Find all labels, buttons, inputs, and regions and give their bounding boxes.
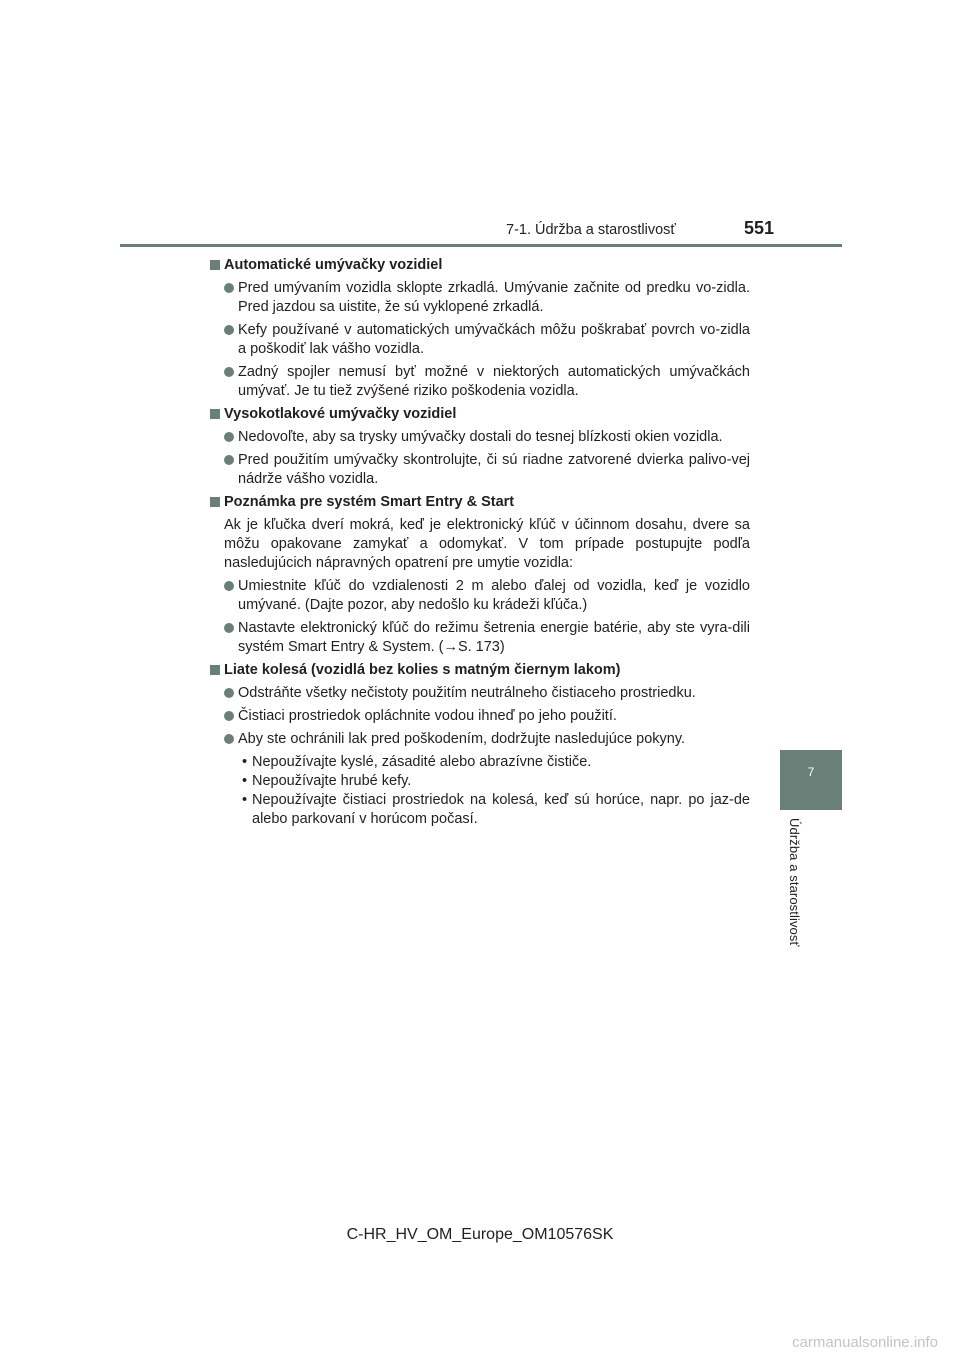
circle-bullet-icon — [224, 325, 234, 335]
list-item — [210, 321, 750, 359]
list-item-text: Čistiaci prostriedok opláchnite vodou ihneď po jeho použití. — [238, 708, 617, 724]
sub-list-item-text: Nepoužívajte hrubé kefy. — [252, 773, 412, 789]
circle-bullet-icon — [224, 711, 234, 721]
watermark: carmanualsonline.info — [792, 1334, 938, 1351]
document-id: C-HR_HV_OM_Europe_OM10576SK — [346, 1226, 614, 1243]
list-item-text: Umiestnite kľúč do vzdialenosti 2 m alebo ďalej od vozidla, keď je vozidlo umývané. (Dajte pozor, aby nedošlo ku krádeži kľúča.) — [238, 578, 750, 613]
section-title: 7-1. Údržba a starostlivosť — [506, 222, 676, 238]
page-content — [210, 256, 750, 829]
sub-list-item — [210, 772, 750, 791]
circle-bullet-icon — [224, 688, 234, 698]
circle-bullet-icon — [224, 367, 234, 377]
list-item — [210, 730, 750, 749]
list-item-text: Odstráňte všetky nečistoty použitím neutrálneho čistiaceho prostriedku. — [238, 685, 696, 701]
list-item — [210, 428, 750, 447]
list-item-text: Zadný spojler nemusí byť možné v niektorých automatických umývačkách umývať. Je tu tiež zvýšené riziko poškodenia vozidla. — [238, 364, 750, 399]
small-bullet-icon: • — [242, 773, 248, 789]
sub-list-item-text: Nepoužívajte čistiaci prostriedok na kolesá, keď sú horúce, napr. po jaz-de alebo parkovaní v horúcom počasí. — [252, 792, 750, 827]
list-item — [210, 363, 750, 401]
sub-list-item-text: Nepoužívajte kyslé, zásadité alebo abrazívne čističe. — [252, 754, 592, 770]
list-item-text: Nastavte elektronický kľúč do režimu šetrenia energie batérie, aby ste vyra-dili systém Smart Entry & System. (→S. 173) — [238, 620, 750, 655]
circle-bullet-icon — [224, 432, 234, 442]
header-rule — [120, 244, 842, 247]
list-item-text: Pred použitím umývačky skontrolujte, či sú riadne zatvorené dvierka palivo-vej nádrže vášho vozidla. — [238, 452, 750, 487]
small-bullet-icon: • — [242, 792, 248, 808]
list-item — [210, 451, 750, 489]
section-heading — [210, 256, 750, 275]
circle-bullet-icon — [224, 734, 234, 744]
list-item — [210, 619, 750, 657]
section-heading — [210, 493, 750, 512]
list-item-text: Kefy používané v automatických umývačkách môžu poškrabať povrch vo-zidla a poškodiť lak vášho vozidla. — [238, 322, 750, 357]
square-bullet-icon — [210, 260, 220, 270]
chapter-side-label: Údržba a starostlivosť — [787, 818, 802, 947]
heading-text: Liate kolesá (vozidlá bez kolies s matným čiernym lakom) — [224, 662, 621, 678]
page-number: 551 — [744, 218, 775, 238]
section-heading — [210, 661, 750, 680]
list-item-text: Pred umývaním vozidla sklopte zrkadlá. Umývanie začnite od predku vo-zidla. Pred jazdou sa uistite, že sú vyklopené zrkadlá. — [238, 280, 750, 315]
list-item-text: Nedovoľte, aby sa trysky umývačky dostali do tesnej blízkosti okien vozidla. — [238, 429, 723, 445]
list-item — [210, 577, 750, 615]
circle-bullet-icon — [224, 455, 234, 465]
square-bullet-icon — [210, 409, 220, 419]
chapter-tab: 7 — [780, 750, 842, 810]
list-item — [210, 684, 750, 703]
square-bullet-icon — [210, 497, 220, 507]
list-item — [210, 279, 750, 317]
section-heading — [210, 405, 750, 424]
small-bullet-icon: • — [242, 754, 248, 770]
sub-list — [210, 753, 750, 829]
square-bullet-icon — [210, 665, 220, 675]
list-item — [210, 707, 750, 726]
heading-text: Poznámka pre systém Smart Entry & Start — [224, 494, 515, 510]
sub-list-item — [210, 791, 750, 829]
heading-text: Vysokotlakové umývačky vozidiel — [224, 406, 457, 422]
sub-list-item — [210, 753, 750, 772]
section-paragraph: Ak je kľučka dverí mokrá, keď je elektronický kľúč v účinnom dosahu, dvere sa môžu opakovane zamykať a odomykať. V tom prípade postupujte podľa nasledujúcich nápravných opatrení pre umytie vozidla: — [224, 517, 750, 571]
circle-bullet-icon — [224, 623, 234, 633]
list-item-text: Aby ste ochránili lak pred poškodením, dodržujte nasledujúce pokyny. — [238, 731, 686, 747]
circle-bullet-icon — [224, 283, 234, 293]
circle-bullet-icon — [224, 581, 234, 591]
heading-text: Automatické umývačky vozidiel — [224, 257, 443, 273]
